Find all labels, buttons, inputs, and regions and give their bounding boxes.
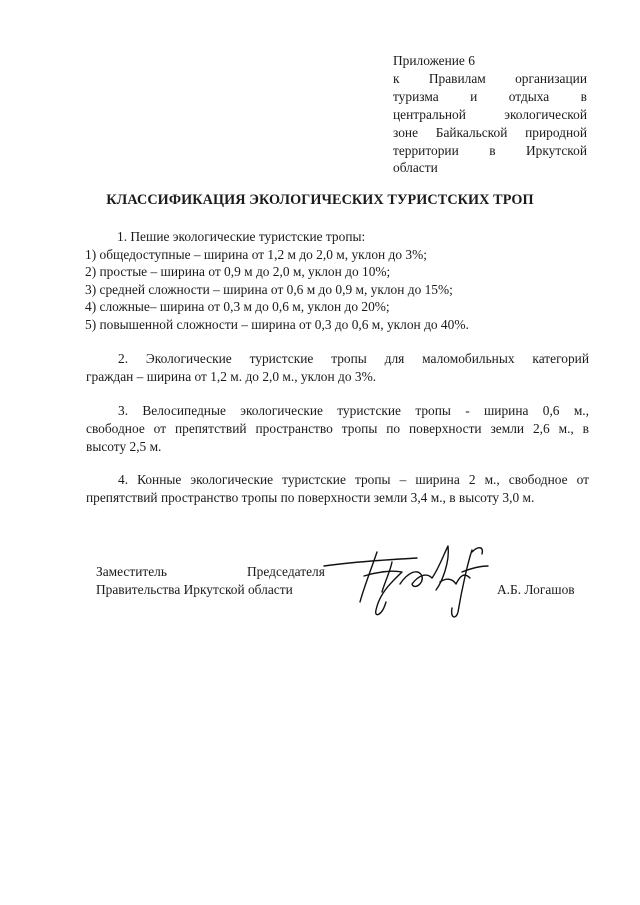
signatory-position-line2: Правительства Иркутской области	[96, 582, 293, 597]
paragraph-line: 2. Экологические туристские тропы для маломобильных категорий	[118, 351, 589, 366]
paragraph-line: высоту 2,5 м.	[86, 438, 162, 454]
list-item: 3) средней сложности – ширина от 0,6 м до 0,9 м, уклон до 15%;	[85, 281, 453, 297]
paragraph-line: 3. Велосипедные экологические туристские тропы - ширина 0,6 м.,	[118, 403, 589, 418]
document-title: КЛАССИФИКАЦИЯ ЭКОЛОГИЧЕСКИХ ТУРИСТСКИХ ТРОП	[106, 192, 534, 208]
appendix-line: к Правилам организации	[393, 70, 587, 86]
signatory-name: А.Б. Логашов	[497, 582, 575, 597]
appendix-line: области	[393, 160, 438, 176]
section-2	[86, 350, 589, 386]
appendix-line: территории в Иркутской	[393, 142, 587, 158]
appendix-line: центральной экологической	[393, 106, 587, 122]
section-3	[86, 402, 589, 455]
appendix-header	[393, 52, 587, 177]
list-item: 4) сложные– ширина от 0,3 м до 0,6 м, уклон до 20%;	[85, 299, 390, 314]
list-item: 5) повышенной сложности – ширина от 0,3 до 0,6 м, уклон до 40%.	[85, 316, 469, 332]
paragraph-line: препятствий пространство тропы по поверхности земли 3,4 м., в высоту 3,0 м.	[86, 489, 535, 505]
paragraph-line: свободное от препятствий пространство тропы по поверхности земли 2,6 м., в	[86, 420, 589, 436]
paragraph-line: граждан – ширина от 1,2 м. до 2,0 м., уклон до 3%.	[86, 368, 377, 384]
section-4	[86, 471, 589, 507]
list-item: 1) общедоступные – ширина от 1,2 м до 2,0 м, уклон до 3%;	[85, 246, 427, 262]
section-1-heading: 1. Пешие экологические туристские тропы:	[117, 229, 366, 244]
appendix-line: Приложение 6	[393, 53, 475, 68]
paragraph-line: 4. Конные экологические туристские тропы – ширина 2 м., свободное от	[118, 472, 589, 487]
section-1	[85, 228, 469, 333]
signatory-position-left: Заместитель	[96, 564, 167, 579]
appendix-line: туризма и отдыха в	[393, 88, 587, 104]
list-item: 2) простые – ширина от 0,9 м до 2,0 м, уклон до 10%;	[85, 264, 391, 279]
appendix-line: зоне Байкальской природной	[393, 124, 587, 140]
signatory-position-right: Председателя	[247, 564, 325, 579]
handwritten-signature	[322, 532, 492, 622]
